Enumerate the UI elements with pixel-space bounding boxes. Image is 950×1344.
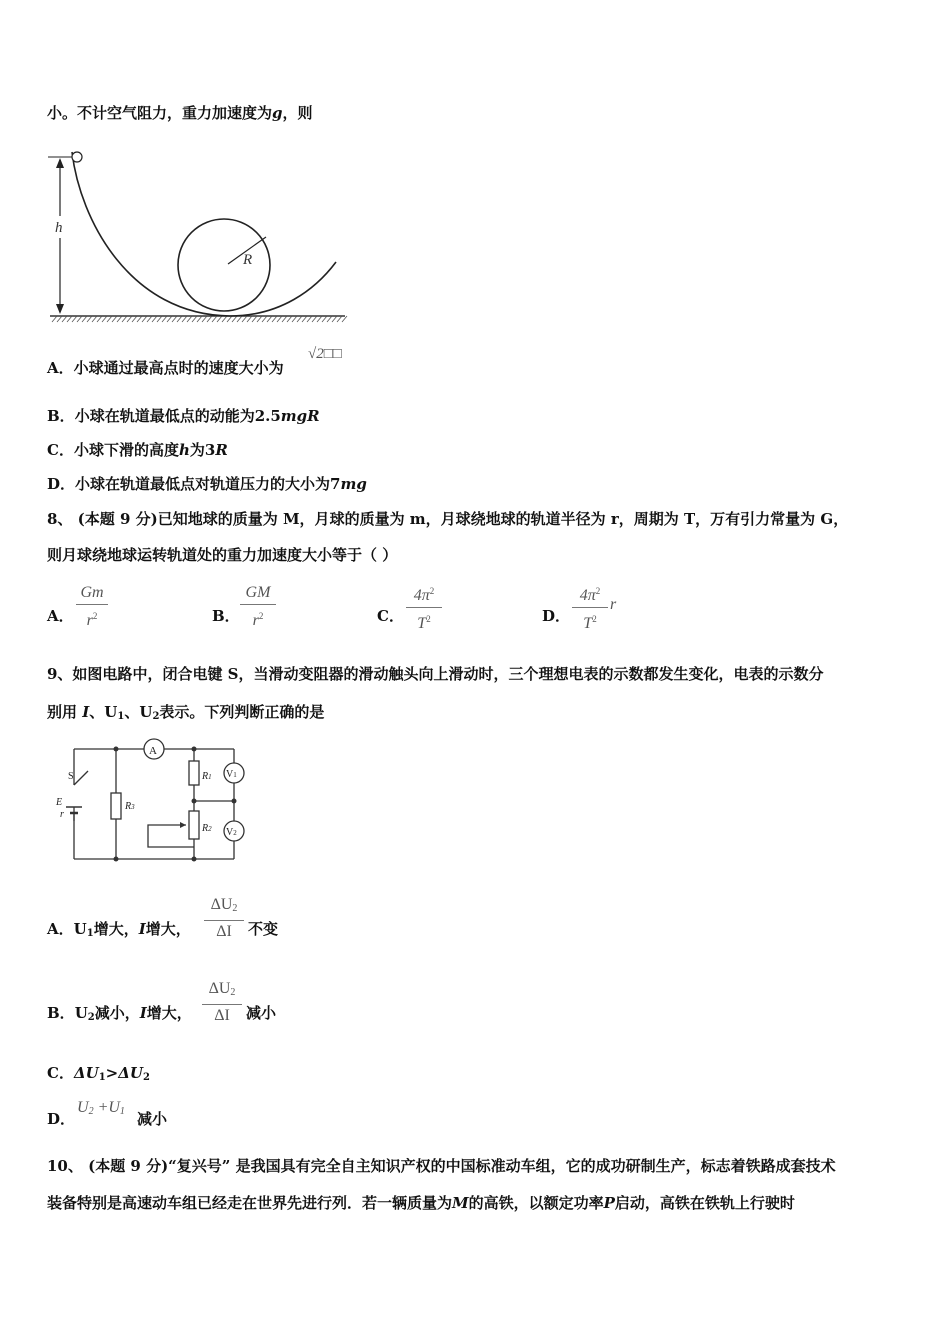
q7-c-R: R: [215, 441, 228, 459]
q8-opt-d-frac: [572, 582, 608, 633]
q9-option-b: [47, 1003, 192, 1028]
q9-line2-pre: 别用: [47, 703, 78, 721]
q7-option-b: [47, 406, 320, 426]
q7-a-label: A．: [47, 359, 74, 377]
q9-b-frac-den: ΔI: [214, 1007, 230, 1024]
q7-c-label: C．: [47, 441, 74, 459]
q9-b-I: I: [139, 1004, 147, 1022]
r2-sub: 2: [208, 825, 212, 833]
intro-end: ，则: [282, 104, 313, 122]
q9-a-after: 不变: [248, 920, 279, 938]
q7-c-mid: 为3: [189, 441, 216, 459]
q7-d-text: 小球在轨道最低点对轨道压力的大小为7: [75, 475, 341, 493]
q9-b-frac-num: ΔU: [208, 980, 231, 997]
switch-blade: [74, 771, 88, 785]
q8-opt-c-label: C．: [377, 607, 404, 625]
q8-d-num-sq: 2: [595, 586, 601, 596]
switch-label: S: [68, 771, 74, 782]
q10-line2-P: P: [603, 1194, 615, 1212]
internal-r-label: r: [60, 809, 64, 820]
q9-b-text3: 增大，: [146, 1004, 192, 1022]
q9-line2: [47, 702, 324, 727]
q7-c-h: h: [178, 441, 190, 459]
q10-line2-b: 的高铁，以额定功率: [468, 1194, 604, 1212]
q8-opt-d-label: D．: [542, 607, 571, 625]
q8-opt-a-label: A．: [47, 607, 74, 625]
v2-sub: 2: [233, 829, 237, 837]
q9-a-frac-num: ΔU: [210, 896, 233, 913]
track-curve: [72, 152, 336, 316]
q9-option-d-label: D．: [47, 1110, 76, 1128]
q9-b-label: B．: [47, 1004, 75, 1022]
q9-a-frac-den: ΔI: [216, 923, 232, 940]
q9-d-after: 减小: [137, 1110, 168, 1128]
q8-d-num: 4π: [579, 587, 596, 604]
q9-b-frac: [202, 980, 242, 1025]
height-arrow-bottom: [56, 304, 64, 314]
q8-a-sq: 2: [92, 611, 98, 621]
q9-d-a-sub: 2: [88, 1106, 94, 1117]
q9-line2-mid: 、U: [89, 703, 118, 721]
q8-opt-a-frac: [76, 584, 108, 630]
intro-g: g: [272, 104, 283, 122]
q8-opt-c-frac: [406, 582, 442, 633]
q9-a-sub: 1: [86, 928, 94, 939]
q9-line2-sub1: 1: [117, 711, 125, 722]
v1-label: V: [226, 769, 234, 780]
q8-b-den: r: [252, 612, 259, 629]
q9-line2-sub2: 2: [152, 711, 160, 722]
q9-a-text2: 增大，: [93, 920, 139, 938]
q9-c-label: C．: [47, 1064, 74, 1082]
q7-d-label: D．: [47, 475, 76, 493]
svg-text:V1: [226, 769, 237, 780]
resistor-r3: [111, 793, 121, 819]
r3-sub: 3: [131, 803, 135, 811]
q9-d-plus: +U: [93, 1099, 120, 1116]
q10-line2-c: 启动，高铁在铁轨上行驶时: [614, 1194, 795, 1212]
q9-c-sub1: 1: [98, 1072, 106, 1083]
q9-a-frac-num-sub: 2: [232, 903, 238, 914]
q9-a-text1: U: [73, 920, 87, 938]
q8-d-den-sq: 2: [592, 614, 597, 624]
intro-text: 小。不计空气阻力，重力加速度为: [47, 104, 273, 122]
q8-c-num-sq: 2: [429, 586, 435, 596]
q9-d-formula: [77, 1098, 125, 1122]
v1-sub: 1: [233, 771, 237, 779]
q9-b-sub: 2: [87, 1012, 95, 1023]
q9-a-frac: [204, 896, 244, 941]
svg-text:R1: [201, 771, 212, 782]
q9-c-text: ΔU: [73, 1064, 99, 1082]
svg-text:R3: [124, 801, 135, 812]
q9-line2-mid2: 、U: [124, 703, 153, 721]
q7-b-text: 小球在轨道最低点的动能为2.5: [74, 407, 281, 425]
rheostat-slider: [148, 825, 194, 847]
q8-b-sq: 2: [258, 611, 264, 621]
q8-a-num: Gm: [80, 584, 104, 601]
emf-label: E: [56, 797, 63, 808]
q8-opt-b-label: B．: [212, 607, 240, 625]
q9-b-text1: U: [74, 1004, 88, 1022]
q7-b-unit: mgR: [280, 407, 320, 425]
loop-circle: [178, 219, 270, 311]
q8-b-num: GM: [245, 584, 271, 601]
q8-a-den: r: [86, 612, 93, 629]
q8-c-den: T: [417, 615, 427, 632]
resistor-r1: [189, 761, 199, 785]
q7-a-text: 小球通过最高点时的速度大小为: [73, 359, 284, 377]
q9-b-frac-num-sub: 2: [230, 987, 236, 998]
q9-b-after: 减小: [246, 1004, 277, 1022]
q8-line1: 8、 (本题 9 分)已知地球的质量为 M，月球的质量为 m，月球绕地球的轨道半径为 r，周期为 T，万有引力常量为 G，: [47, 510, 849, 528]
v2-label: V: [226, 827, 234, 838]
q9-a-text3: 增大，: [145, 920, 191, 938]
r1-sub: 1: [208, 773, 212, 781]
q7-a-formula: √2□□: [308, 346, 342, 362]
q9-option-c: [47, 1063, 150, 1088]
q9-a-I: I: [138, 920, 146, 938]
q9-line2-end: 表示。下列判断正确的是: [159, 703, 325, 721]
circuit-diagram: [52, 735, 252, 865]
q10-line2-a: 装备特别是高速动车组已经走在世界先进行列．若一辆质量为: [47, 1194, 453, 1212]
q9-line2-I: I: [82, 703, 90, 721]
intro-line: [47, 103, 313, 123]
q9-b-text2: 减小，: [94, 1004, 140, 1022]
q8-d-tail: r: [610, 596, 617, 613]
height-arrow-top: [56, 158, 64, 168]
q9-c-sub2: 2: [142, 1072, 150, 1083]
ammeter-label: A: [149, 745, 157, 757]
loop-track-figure: [40, 140, 360, 335]
resistor-r2: [189, 811, 199, 839]
r2-label: R: [202, 823, 209, 834]
q10-line2-M: M: [452, 1194, 469, 1212]
q10-line1: 10、 (本题 9 分)“复兴号” 是我国具有完全自主知识产权的中国标准动车组，它的成功研制生产，标志着铁路成套技术: [47, 1157, 836, 1175]
q8-line2: 则月球绕地球运转轨道处的重力加速度大小等于（ ）: [47, 546, 398, 564]
radius-label: R: [243, 252, 253, 268]
q7-b-label: B．: [47, 407, 75, 425]
q7-option-d: [47, 474, 367, 494]
q9-c-gt: >ΔU: [105, 1064, 143, 1082]
q9-option-a: [47, 919, 191, 944]
q9-d-b-sub: 1: [119, 1106, 125, 1117]
q8-c-den-sq: 2: [426, 614, 431, 624]
start-ball: [72, 152, 82, 162]
q9-d-a: U: [77, 1099, 89, 1116]
q8-d-den: T: [583, 615, 593, 632]
svg-text:R2: [201, 823, 212, 834]
q9-line1: 9、如图电路中，闭合电键 S，当滑动变阻器的滑动触头向上滑动时，三个理想电表的示数都发生变化，电表的示数分: [47, 665, 824, 683]
svg-text:V2: [226, 827, 237, 838]
q8-opt-b-frac: [240, 584, 276, 630]
q7-c-text: 小球下滑的高度: [73, 441, 179, 459]
height-label: h: [55, 220, 63, 236]
q9-a-label: A．: [47, 920, 74, 938]
q8-c-num: 4π: [413, 587, 430, 604]
q7-option-c: [47, 440, 228, 460]
q7-d-mg: mg: [340, 475, 367, 493]
q7-option-a: [47, 358, 284, 378]
q10-line2: [47, 1193, 795, 1213]
r3-label: R: [125, 801, 132, 812]
r1-label: R: [202, 771, 209, 782]
